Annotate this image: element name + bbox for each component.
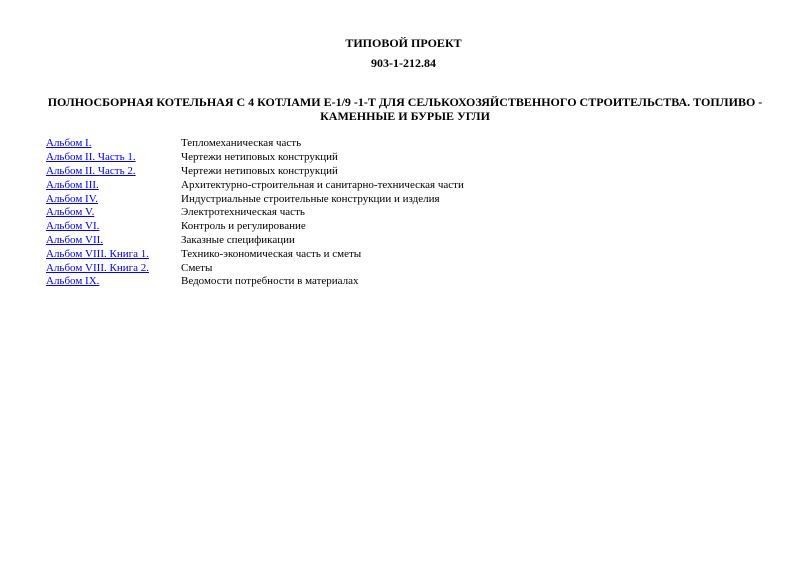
album-description: Тепломеханическая часть [181, 137, 302, 150]
album-link-2-part-1[interactable]: Альбом II. Часть 1. [46, 151, 136, 164]
list-item [46, 234, 766, 248]
list-item [46, 178, 766, 192]
project-heading: ПОЛНОСБОРНАЯ КОТЕЛЬНАЯ С 4 КОТЛАМИ Е-1/9 -1-Т ДЛЯ СЕЛЬКОХОЗЯЙСТВЕННОГО СТРОИТЕЛЬСТВА. ТОПЛИВО - КАМЕННЫЕ И БУРЫЕ УГЛИ [47, 95, 763, 123]
list-item [46, 275, 766, 289]
list-item [46, 261, 766, 275]
album-link-2-part-2[interactable]: Альбом II. Часть 2. [46, 164, 136, 177]
list-item [46, 206, 766, 220]
album-description: Чертежи нетиповых конструкций [181, 164, 338, 177]
album-description: Заказные спецификации [181, 233, 295, 246]
album-description: Чертежи нетиповых конструкций [181, 151, 338, 164]
album-link-6[interactable]: Альбом VI. [46, 220, 100, 233]
album-description: Ведомости потребности в материалах [181, 275, 359, 288]
album-link-9[interactable]: Альбом IX. [46, 275, 100, 288]
album-description: Сметы [181, 261, 213, 274]
album-link-5[interactable]: Альбом V. [46, 206, 95, 219]
album-link-8-book-1[interactable]: Альбом VIII. Книга 1. [46, 247, 149, 260]
album-link-8-book-2[interactable]: Альбом VIII. Книга 2. [46, 261, 149, 274]
album-description: Индустриальные строительные конструкции и изделия [181, 192, 440, 205]
album-list [46, 137, 766, 289]
list-item [46, 151, 766, 165]
album-description: Технико-экономическая часть и сметы [181, 247, 362, 260]
list-item [46, 220, 766, 234]
list-item [46, 247, 766, 261]
list-item [46, 137, 766, 151]
album-link-7[interactable]: Альбом VII. [46, 233, 104, 246]
document-title: ТИПОВОЙ ПРОЕКТ [345, 36, 462, 50]
album-description: Контроль и регулирование [181, 220, 306, 233]
album-description: Электротехническая часть [181, 206, 305, 219]
project-code: 903-1-212.84 [371, 56, 436, 70]
album-link-4[interactable]: Альбом IV. [46, 192, 98, 205]
album-link-3[interactable]: Альбом III. [46, 178, 99, 191]
list-item [46, 192, 766, 206]
list-item [46, 165, 766, 179]
album-link-1[interactable]: Альбом I. [46, 137, 92, 150]
album-description: Архитектурно-строительная и санитарно-техническая части [181, 178, 464, 191]
